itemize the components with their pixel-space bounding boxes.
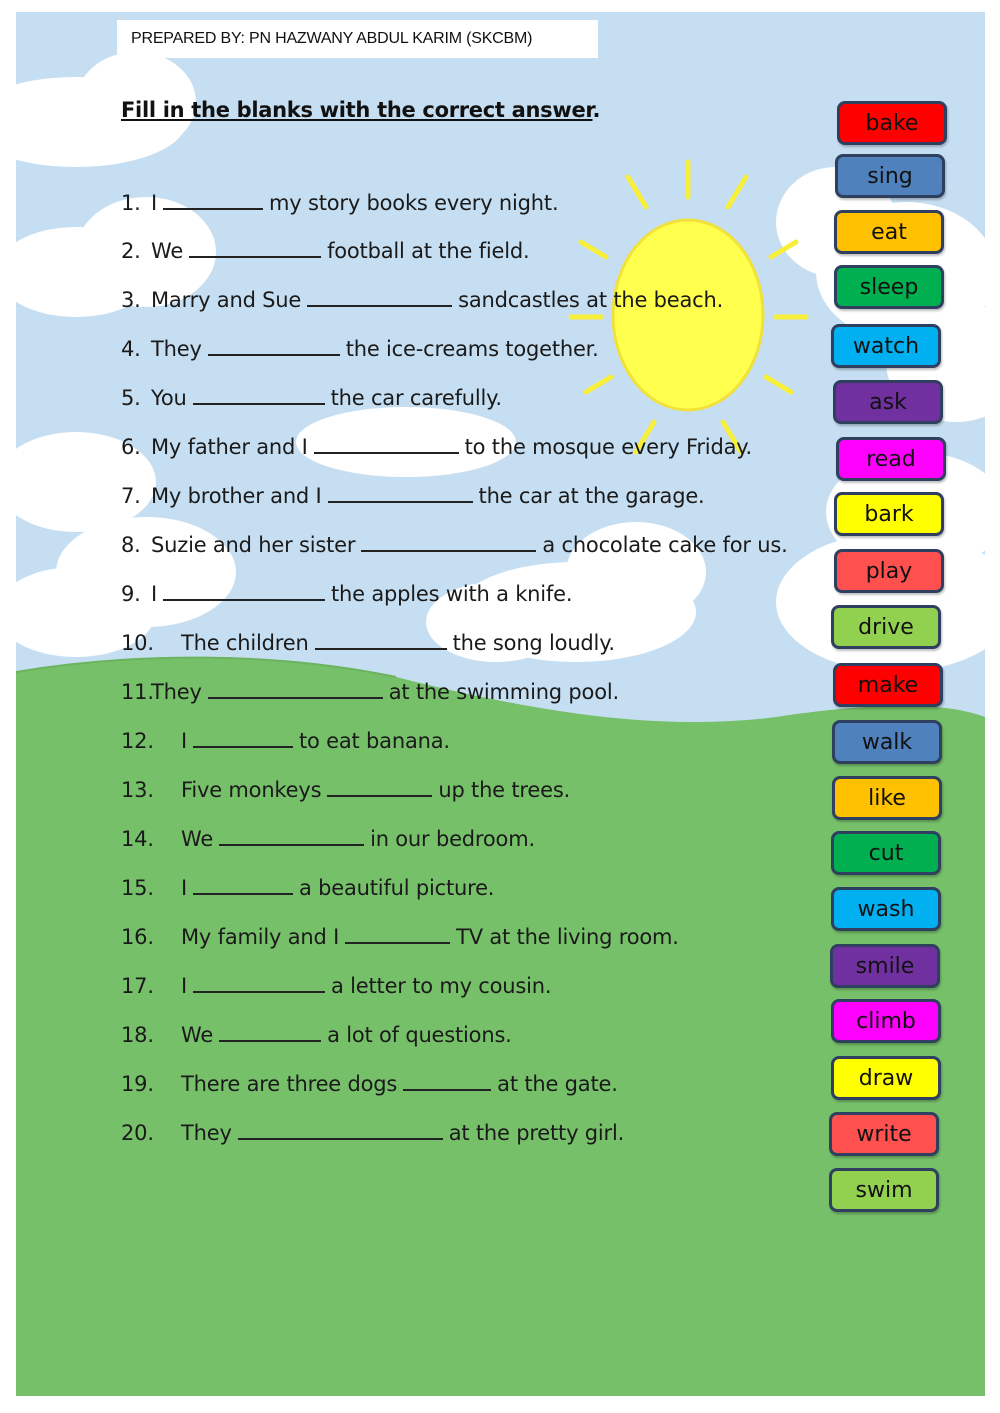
question-text-after: TV at the living room. xyxy=(456,925,679,949)
word-bank-card-swim[interactable]: swim xyxy=(829,1168,939,1212)
answer-blank[interactable] xyxy=(193,728,293,748)
question-number: 10. xyxy=(121,631,154,655)
word-bank-card-draw[interactable]: draw xyxy=(831,1056,941,1100)
question-text-before: I xyxy=(181,729,187,753)
question-text-before: There are three dogs xyxy=(181,1072,398,1096)
question-text-after: in our bedroom. xyxy=(370,827,535,851)
question-number: 14. xyxy=(121,827,154,851)
question-text-before: We xyxy=(151,239,184,263)
question-item xyxy=(121,336,599,361)
question-text-after: a letter to my cousin. xyxy=(331,974,552,998)
word-bank-card-smile[interactable]: smile xyxy=(830,944,940,988)
answer-blank[interactable] xyxy=(307,287,452,307)
question-text-before: We xyxy=(181,1023,214,1047)
question-number: 4. xyxy=(121,337,141,361)
question-item xyxy=(121,434,752,459)
question-text-before: You xyxy=(151,386,187,410)
question-text-before: I xyxy=(151,191,157,215)
question-text-after: the ice-creams together. xyxy=(345,337,599,361)
answer-blank[interactable] xyxy=(193,875,293,895)
question-number: 15. xyxy=(121,876,154,900)
word-bank-card-like[interactable]: like xyxy=(832,776,942,820)
word-bank-card-cut[interactable]: cut xyxy=(831,831,941,875)
answer-blank[interactable] xyxy=(314,434,459,454)
question-item xyxy=(121,287,723,312)
word-bank-card-make[interactable]: make xyxy=(833,663,943,707)
question-text-after: my story books every night. xyxy=(269,191,559,215)
question-number: 20. xyxy=(121,1121,154,1145)
question-text-after: the song loudly. xyxy=(452,631,615,655)
question-text-before: I xyxy=(181,876,187,900)
question-number: 17. xyxy=(121,974,154,998)
question-number: 19. xyxy=(121,1072,154,1096)
question-item xyxy=(121,483,705,508)
question-text-before: Five monkeys xyxy=(181,778,322,802)
answer-blank[interactable] xyxy=(219,1022,321,1042)
question-number: 2. xyxy=(121,239,141,263)
word-bank-card-drive[interactable]: drive xyxy=(831,605,941,649)
question-text-after: sandcastles at the beach. xyxy=(458,288,724,312)
question-text-before: They xyxy=(151,680,202,704)
question-item xyxy=(121,679,619,704)
question-text-after: to the mosque every Friday. xyxy=(464,435,752,459)
question-item xyxy=(121,924,679,949)
word-bank-card-watch[interactable]: watch xyxy=(831,324,941,368)
answer-blank[interactable] xyxy=(163,190,263,210)
word-bank-card-wash[interactable]: wash xyxy=(831,887,941,931)
word-bank-card-ask[interactable]: ask xyxy=(833,380,943,424)
question-item xyxy=(121,875,494,900)
question-text-after: a beautiful picture. xyxy=(299,876,495,900)
question-number: 3. xyxy=(121,288,141,312)
word-bank-card-bark[interactable]: bark xyxy=(834,492,944,536)
question-text-before: My family and I xyxy=(181,925,340,949)
question-text-after: up the trees. xyxy=(438,778,571,802)
answer-blank[interactable] xyxy=(328,483,473,503)
question-text-before: They xyxy=(151,337,202,361)
worksheet xyxy=(16,12,985,1396)
question-text-before: We xyxy=(181,827,214,851)
answer-blank[interactable] xyxy=(163,581,325,601)
word-bank-card-bake[interactable]: bake xyxy=(837,101,947,145)
question-text-before: Marry and Sue xyxy=(151,288,302,312)
question-text-after: the car carefully. xyxy=(330,386,502,410)
answer-blank[interactable] xyxy=(403,1071,491,1091)
question-text-after: a chocolate cake for us. xyxy=(542,533,788,557)
question-text-after: at the swimming pool. xyxy=(388,680,619,704)
answer-blank[interactable] xyxy=(193,973,325,993)
question-item xyxy=(121,385,502,410)
word-bank-card-play[interactable]: play xyxy=(834,549,944,593)
question-text-before: My father and I xyxy=(151,435,308,459)
word-bank-card-read[interactable]: read xyxy=(836,437,946,481)
answer-blank[interactable] xyxy=(193,385,325,405)
question-item xyxy=(121,238,529,263)
question-text-before: I xyxy=(151,582,157,606)
question-item xyxy=(121,973,551,998)
question-number: 16. xyxy=(121,925,154,949)
word-bank-card-sleep[interactable]: sleep xyxy=(834,265,944,309)
question-number: 11. xyxy=(121,680,154,704)
answer-blank[interactable] xyxy=(327,777,432,797)
question-text-after: a lot of questions. xyxy=(327,1023,512,1047)
question-item xyxy=(121,1120,624,1145)
instruction-text: Fill in the blanks with the correct answer xyxy=(121,98,593,122)
answer-blank[interactable] xyxy=(208,336,340,356)
question-item xyxy=(121,728,450,753)
word-bank-card-sing[interactable]: sing xyxy=(835,154,945,198)
word-bank-card-write[interactable]: write xyxy=(829,1112,939,1156)
question-text-after: the car at the garage. xyxy=(478,484,705,508)
question-text-after: at the pretty girl. xyxy=(448,1121,625,1145)
question-item xyxy=(121,581,572,606)
answer-blank[interactable] xyxy=(189,238,321,258)
question-number: 6. xyxy=(121,435,141,459)
question-number: 9. xyxy=(121,582,141,606)
question-number: 8. xyxy=(121,533,141,557)
question-text-after: to eat banana. xyxy=(299,729,450,753)
instruction-period: . xyxy=(592,98,601,122)
prepared-by-label: PREPARED BY: PN HAZWANY ABDUL KARIM (SKCBM) xyxy=(117,20,598,58)
answer-blank[interactable] xyxy=(219,826,364,846)
question-number: 12. xyxy=(121,729,154,753)
question-text-after: football at the field. xyxy=(327,239,530,263)
word-bank-card-climb[interactable]: climb xyxy=(831,999,941,1043)
question-text-before: I xyxy=(181,974,187,998)
question-item xyxy=(121,190,558,215)
answer-blank[interactable] xyxy=(361,532,536,552)
question-text-before: They xyxy=(181,1121,232,1145)
question-number: 7. xyxy=(121,484,141,508)
question-item xyxy=(121,1022,512,1047)
answer-blank[interactable] xyxy=(345,924,450,944)
answer-blank[interactable] xyxy=(315,630,447,650)
question-number: 5. xyxy=(121,386,141,410)
question-number: 18. xyxy=(121,1023,154,1047)
question-text-after: the apples with a knife. xyxy=(331,582,573,606)
question-item xyxy=(121,1071,618,1096)
question-item xyxy=(121,630,615,655)
question-number: 13. xyxy=(121,778,154,802)
question-item xyxy=(121,532,788,557)
question-text-before: Suzie and her sister xyxy=(151,533,356,557)
word-bank-card-walk[interactable]: walk xyxy=(832,720,942,764)
answer-blank[interactable] xyxy=(238,1120,443,1140)
word-bank-card-eat[interactable]: eat xyxy=(834,210,944,254)
question-number: 1. xyxy=(121,191,141,215)
question-item xyxy=(121,826,535,851)
answer-blank[interactable] xyxy=(208,679,383,699)
question-text-after: at the gate. xyxy=(497,1072,618,1096)
instruction-heading xyxy=(121,98,600,122)
question-item xyxy=(121,777,570,802)
question-text-before: The children xyxy=(181,631,309,655)
question-text-before: My brother and I xyxy=(151,484,322,508)
